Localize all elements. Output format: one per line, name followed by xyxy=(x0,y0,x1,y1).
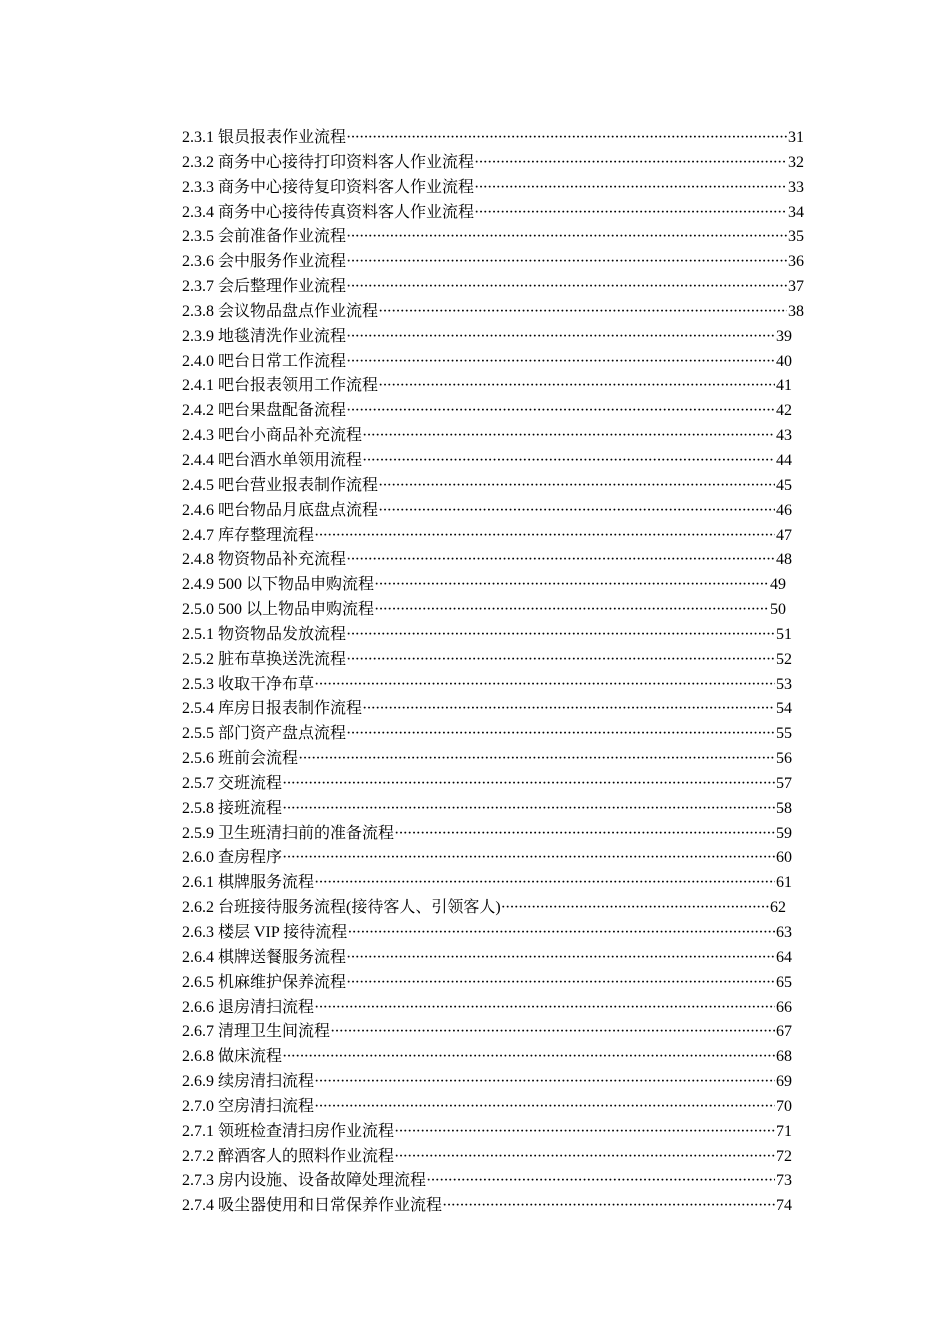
toc-entry-title: 班前会流程 xyxy=(218,750,299,768)
toc-entry[interactable] xyxy=(182,374,792,399)
toc-entry-page-number: 36 xyxy=(788,253,804,271)
toc-entry-title: 商务中心接待打印资料客人作业流程 xyxy=(218,153,475,171)
toc-dot-leader xyxy=(314,524,775,549)
toc-entry[interactable] xyxy=(182,747,792,772)
toc-entry-number: 2.4.8 xyxy=(182,551,214,569)
toc-entry-number: 2.5.9 xyxy=(182,824,214,842)
toc-dot-leader xyxy=(474,176,787,201)
toc-entry-page-number: 46 xyxy=(776,501,792,519)
toc-entry-page-number: 59 xyxy=(776,824,792,842)
toc-entry-number: 2.4.3 xyxy=(182,427,214,445)
toc-entry[interactable] xyxy=(182,1045,792,1070)
toc-dot-leader xyxy=(474,151,787,176)
toc-entry-page-number: 70 xyxy=(776,1097,792,1115)
toc-entry-page-number: 51 xyxy=(776,625,792,643)
toc-dot-leader xyxy=(282,1045,775,1070)
toc-entry-title: 交班流程 xyxy=(218,774,283,792)
toc-entry-page-number: 54 xyxy=(776,700,792,718)
toc-entry-page-number: 58 xyxy=(776,799,792,817)
toc-entry-title: 脏布草换送洗流程 xyxy=(218,650,347,668)
toc-entry-page-number: 66 xyxy=(776,998,792,1016)
toc-dot-leader xyxy=(501,896,769,921)
toc-entry[interactable] xyxy=(182,201,804,226)
toc-entry-number: 2.3.1 xyxy=(182,129,214,146)
toc-entry-number: 2.6.5 xyxy=(182,973,214,991)
toc-dot-leader xyxy=(474,201,787,226)
toc-entry-number: 2.4.1 xyxy=(182,377,214,395)
toc-entry-page-number: 31 xyxy=(788,129,804,146)
toc-entry[interactable] xyxy=(182,971,792,996)
toc-entry[interactable] xyxy=(182,896,786,921)
toc-entry[interactable] xyxy=(182,449,792,474)
toc-entry-page-number: 38 xyxy=(788,302,804,320)
toc-dot-leader xyxy=(314,996,775,1021)
toc-entry[interactable] xyxy=(182,1194,792,1219)
toc-entry-number: 2.6.6 xyxy=(182,998,214,1016)
toc-entry-page-number: 72 xyxy=(776,1147,792,1165)
toc-entry-page-number: 35 xyxy=(788,228,804,246)
toc-entry-title: 续房清扫流程 xyxy=(218,1073,315,1091)
toc-entry-number: 2.5.2 xyxy=(182,650,214,668)
toc-entry[interactable] xyxy=(182,524,792,549)
toc-entry-number: 2.6.1 xyxy=(182,874,214,892)
toc-entry-title: 商务中心接待复印资料客人作业流程 xyxy=(218,178,475,196)
toc-dot-leader xyxy=(346,722,775,747)
toc-entry-title: 库存整理流程 xyxy=(218,526,315,544)
toc-entry-page-number: 74 xyxy=(776,1197,792,1215)
toc-entry-page-number: 47 xyxy=(776,526,792,544)
toc-entry[interactable] xyxy=(182,822,792,847)
toc-entry-title: 棋牌服务流程 xyxy=(218,874,315,892)
toc-entry-page-number: 42 xyxy=(776,402,792,420)
toc-entry-page-number: 50 xyxy=(770,601,786,619)
toc-entry-page-number: 40 xyxy=(776,352,792,370)
toc-dot-leader xyxy=(442,1194,775,1219)
toc-dot-leader xyxy=(346,225,787,250)
toc-entry-title: 吧台物品月底盘点流程 xyxy=(218,501,379,519)
toc-entry-page-number: 33 xyxy=(788,178,804,196)
toc-entry-number: 2.5.6 xyxy=(182,750,214,768)
toc-entry-title: 清理卫生间流程 xyxy=(218,1023,331,1041)
toc-entry-number: 2.5.1 xyxy=(182,625,214,643)
toc-entry-title: 库房日报表制作流程 xyxy=(218,700,363,718)
toc-entry[interactable] xyxy=(182,350,792,375)
toc-entry-number: 2.3.8 xyxy=(182,302,214,320)
toc-entry-page-number: 69 xyxy=(776,1073,792,1091)
toc-dot-leader xyxy=(346,946,775,971)
toc-dot-leader xyxy=(394,1120,775,1145)
toc-entry[interactable] xyxy=(182,1120,792,1145)
toc-entry-page-number: 39 xyxy=(776,327,792,345)
toc-dot-leader xyxy=(394,1145,775,1170)
toc-entry-number: 2.3.7 xyxy=(182,278,214,296)
toc-entry[interactable] xyxy=(182,573,786,598)
toc-entry-page-number: 53 xyxy=(776,675,792,693)
toc-entry-page-number: 45 xyxy=(776,476,792,494)
toc-entry-number: 2.4.9 xyxy=(182,576,214,594)
toc-dot-leader xyxy=(314,1095,775,1120)
toc-entry-number: 2.3.5 xyxy=(182,228,214,246)
toc-dot-leader xyxy=(282,846,775,871)
toc-entry-page-number: 41 xyxy=(776,377,792,395)
toc-entry-number: 2.6.0 xyxy=(182,849,214,867)
toc-entry[interactable] xyxy=(182,275,804,300)
toc-entry-number: 2.6.3 xyxy=(182,924,214,941)
toc-entry-page-number: 32 xyxy=(788,153,804,171)
toc-dot-leader xyxy=(346,126,787,151)
toc-dot-leader xyxy=(346,325,775,350)
toc-entry-title: 台班接待服务流程(接待客人、引领客人) xyxy=(218,899,501,917)
table-of-contents xyxy=(182,126,802,1219)
toc-entry-number: 2.7.3 xyxy=(182,1172,214,1190)
toc-entry[interactable] xyxy=(182,325,792,350)
toc-entry-title: 会议物品盘点作业流程 xyxy=(218,302,379,320)
toc-dot-leader xyxy=(346,350,775,375)
toc-entry-page-number: 49 xyxy=(770,576,786,594)
toc-entry[interactable] xyxy=(182,424,792,449)
toc-entry-page-number: 34 xyxy=(788,203,804,221)
toc-entry[interactable] xyxy=(182,499,792,524)
toc-dot-leader xyxy=(330,1020,775,1045)
toc-dot-leader xyxy=(346,275,787,300)
toc-entry-title: 500 以下物品申购流程 xyxy=(218,576,375,594)
toc-entry-number: 2.5.4 xyxy=(182,700,214,718)
toc-entry-page-number: 61 xyxy=(776,874,792,892)
toc-entry-title: 卫生班清扫前的准备流程 xyxy=(218,824,395,842)
toc-dot-leader xyxy=(378,300,787,325)
toc-entry[interactable] xyxy=(182,697,792,722)
toc-entry-number: 2.6.4 xyxy=(182,948,214,966)
toc-entry-number: 2.4.6 xyxy=(182,501,214,519)
toc-entry-title: 吧台营业报表制作流程 xyxy=(218,476,379,494)
toc-entry[interactable] xyxy=(182,300,804,325)
toc-dot-leader xyxy=(314,1070,775,1095)
toc-entry-title: 地毯清洗作业流程 xyxy=(218,327,347,345)
toc-entry-page-number: 63 xyxy=(776,924,792,941)
toc-dot-leader xyxy=(374,573,769,598)
toc-dot-leader xyxy=(378,374,775,399)
toc-entry-title: 吧台小商品补充流程 xyxy=(218,427,363,445)
toc-entry[interactable] xyxy=(182,871,792,896)
toc-entry-title: 棋牌送餐服务流程 xyxy=(218,948,347,966)
toc-dot-leader xyxy=(282,797,775,822)
toc-entry-page-number: 68 xyxy=(776,1048,792,1066)
toc-entry-title: 吧台报表领用工作流程 xyxy=(218,377,379,395)
toc-entry[interactable] xyxy=(182,1145,792,1170)
toc-entry-title: 物资物品发放流程 xyxy=(218,625,347,643)
toc-dot-leader xyxy=(394,822,775,847)
toc-dot-leader xyxy=(378,499,775,524)
toc-entry-number: 2.5.5 xyxy=(182,725,214,743)
toc-entry-number: 2.3.2 xyxy=(182,153,214,171)
toc-entry-page-number: 65 xyxy=(776,973,792,991)
toc-entry-title: 接班流程 xyxy=(218,799,283,817)
toc-entry-title: 空房清扫流程 xyxy=(218,1097,315,1115)
toc-entry-title: 房内设施、设备故障处理流程 xyxy=(218,1172,427,1190)
toc-entry-title: 领班检查清扫房作业流程 xyxy=(218,1122,395,1140)
toc-entry-number: 2.7.0 xyxy=(182,1097,214,1115)
toc-dot-leader xyxy=(426,1169,775,1194)
toc-entry-page-number: 67 xyxy=(776,1023,792,1041)
toc-entry[interactable] xyxy=(182,176,804,201)
toc-entry-number: 2.7.1 xyxy=(182,1122,214,1140)
toc-entry-number: 2.5.3 xyxy=(182,675,214,693)
toc-entry-page-number: 62 xyxy=(770,899,786,917)
toc-entry[interactable] xyxy=(182,1070,792,1095)
toc-entry[interactable] xyxy=(182,1169,792,1194)
toc-entry-page-number: 60 xyxy=(776,849,792,867)
toc-entry-page-number: 73 xyxy=(776,1172,792,1190)
toc-entry[interactable] xyxy=(182,1020,792,1045)
toc-entry-page-number: 44 xyxy=(776,451,792,469)
toc-dot-leader xyxy=(374,598,769,623)
toc-entry-number: 2.6.7 xyxy=(182,1023,214,1041)
toc-entry-title: 退房清扫流程 xyxy=(218,998,315,1016)
toc-entry-title: 吸尘器使用和日常保养作业流程 xyxy=(218,1197,443,1215)
toc-entry-title: 会后整理作业流程 xyxy=(218,278,347,296)
toc-entry-number: 2.6.9 xyxy=(182,1073,214,1091)
toc-entry-number: 2.5.7 xyxy=(182,774,214,792)
toc-entry[interactable] xyxy=(182,772,792,797)
toc-entry-page-number: 64 xyxy=(776,948,792,966)
toc-entry-number: 2.6.8 xyxy=(182,1048,214,1066)
toc-entry-title: 部门资产盘点流程 xyxy=(218,725,347,743)
toc-entry-number: 2.7.2 xyxy=(182,1147,214,1165)
toc-entry-title: 楼层 VIP 接待流程 xyxy=(218,924,348,941)
toc-entry[interactable] xyxy=(182,946,792,971)
toc-dot-leader xyxy=(314,673,775,698)
toc-dot-leader xyxy=(347,921,775,946)
toc-entry-title: 银员报表作业流程 xyxy=(218,129,347,146)
toc-entry-title: 做床流程 xyxy=(218,1048,283,1066)
toc-entry-title: 吧台酒水单领用流程 xyxy=(218,451,363,469)
toc-dot-leader xyxy=(346,971,775,996)
toc-entry-page-number: 57 xyxy=(776,774,792,792)
toc-entry-title: 物资物品补充流程 xyxy=(218,551,347,569)
toc-entry[interactable] xyxy=(182,921,792,946)
toc-entry[interactable] xyxy=(182,648,792,673)
toc-entry[interactable] xyxy=(182,996,792,1021)
toc-entry-number: 2.4.7 xyxy=(182,526,214,544)
toc-dot-leader xyxy=(362,449,775,474)
toc-entry[interactable] xyxy=(182,225,804,250)
toc-entry-title: 查房程序 xyxy=(218,849,283,867)
toc-entry-number: 2.7.4 xyxy=(182,1197,214,1215)
toc-entry[interactable] xyxy=(182,250,804,275)
toc-entry-title: 吧台日常工作流程 xyxy=(218,352,347,370)
toc-entry[interactable] xyxy=(182,399,792,424)
toc-entry-page-number: 56 xyxy=(776,750,792,768)
toc-dot-leader xyxy=(346,623,775,648)
toc-entry-number: 2.3.3 xyxy=(182,178,214,196)
toc-entry-number: 2.5.0 xyxy=(182,601,214,619)
toc-entry[interactable] xyxy=(182,598,786,623)
toc-entry[interactable] xyxy=(182,673,792,698)
toc-entry[interactable] xyxy=(182,151,804,176)
toc-dot-leader xyxy=(298,747,775,772)
toc-entry-title: 500 以上物品申购流程 xyxy=(218,601,375,619)
toc-entry-page-number: 48 xyxy=(776,551,792,569)
toc-entry-number: 2.4.2 xyxy=(182,402,214,420)
toc-entry-page-number: 71 xyxy=(776,1122,792,1140)
toc-entry[interactable] xyxy=(182,797,792,822)
toc-entry-title: 会前准备作业流程 xyxy=(218,228,347,246)
toc-entry-number: 2.3.4 xyxy=(182,203,214,221)
toc-entry-title: 机麻维护保养流程 xyxy=(218,973,347,991)
toc-entry[interactable] xyxy=(182,623,792,648)
toc-entry[interactable] xyxy=(182,1095,792,1120)
toc-entry-page-number: 37 xyxy=(788,278,804,296)
toc-entry-number: 2.3.9 xyxy=(182,327,214,345)
toc-entry-title: 吧台果盘配备流程 xyxy=(218,402,347,420)
toc-entry-number: 2.6.2 xyxy=(182,899,214,917)
toc-entry[interactable] xyxy=(182,722,792,747)
toc-entry[interactable] xyxy=(182,474,792,499)
toc-dot-leader xyxy=(362,424,775,449)
toc-dot-leader xyxy=(282,772,775,797)
toc-dot-leader xyxy=(346,399,775,424)
toc-entry-page-number: 55 xyxy=(776,725,792,743)
toc-entry-number: 2.4.4 xyxy=(182,451,214,469)
toc-entry-page-number: 43 xyxy=(776,427,792,445)
toc-entry[interactable] xyxy=(182,548,792,573)
toc-entry-title: 商务中心接待传真资料客人作业流程 xyxy=(218,203,475,221)
toc-dot-leader xyxy=(378,474,775,499)
toc-dot-leader xyxy=(346,648,775,673)
toc-entry-title: 收取干净布草 xyxy=(218,675,315,693)
toc-dot-leader xyxy=(346,250,787,275)
toc-entry-number: 2.5.8 xyxy=(182,799,214,817)
toc-entry-number: 2.4.0 xyxy=(182,352,214,370)
toc-entry[interactable] xyxy=(182,126,804,151)
toc-entry[interactable] xyxy=(182,846,792,871)
toc-dot-leader xyxy=(346,548,775,573)
toc-entry-page-number: 52 xyxy=(776,650,792,668)
toc-entry-number: 2.3.6 xyxy=(182,253,214,271)
toc-entry-title: 醉酒客人的照料作业流程 xyxy=(218,1147,395,1165)
toc-entry-title: 会中服务作业流程 xyxy=(218,253,347,271)
toc-dot-leader xyxy=(362,697,775,722)
toc-entry-number: 2.4.5 xyxy=(182,476,214,494)
toc-dot-leader xyxy=(314,871,775,896)
